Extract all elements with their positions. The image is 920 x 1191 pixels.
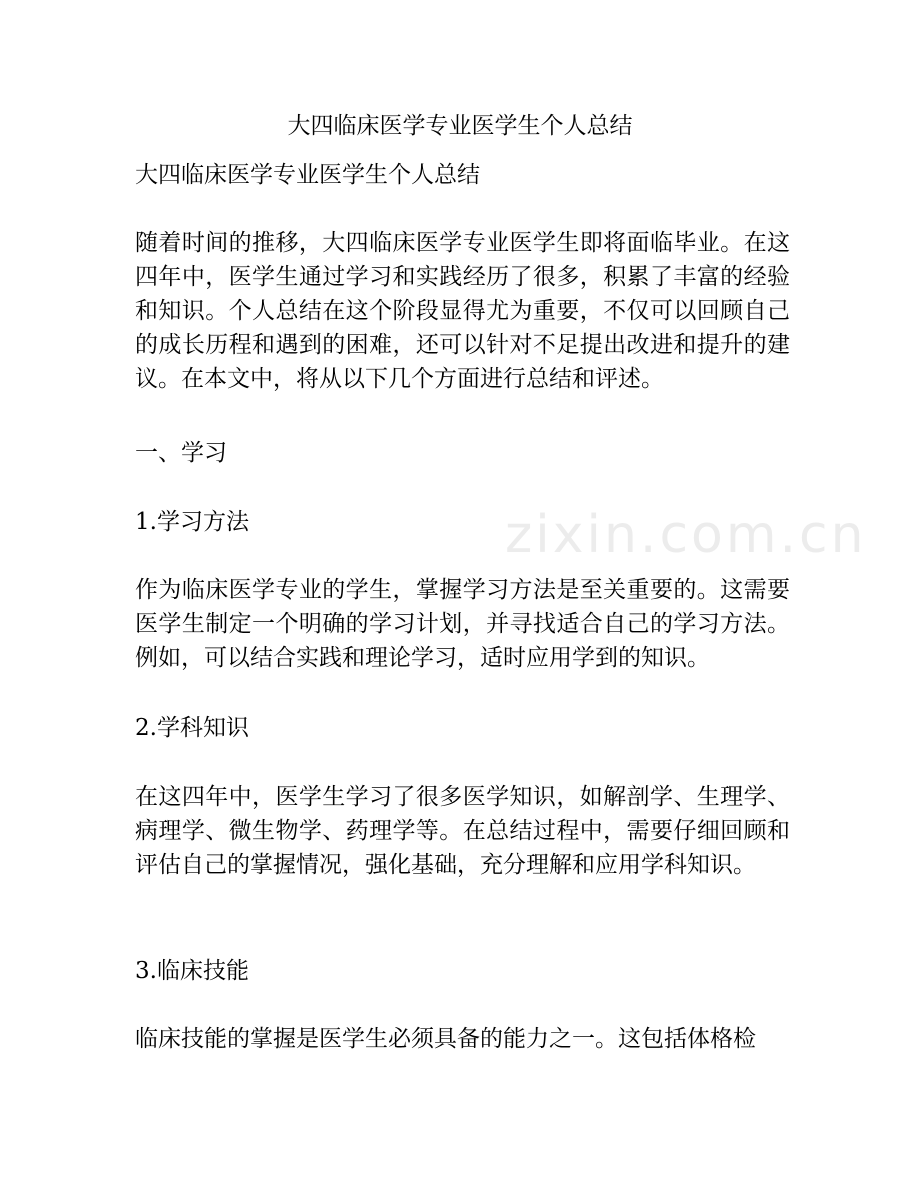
- study-method-paragraph: 作为临床医学专业的学生，掌握学习方法是至关重要的。这需要医学生制定一个明确的学习计划，并寻找适合自己的学习方法。例如，可以结合实践和理论学习，适时应用学到的知识。: [135, 577, 790, 671]
- section-heading-study: 一、学习: [135, 440, 227, 466]
- clinical-skills-paragraph: 临床技能的掌握是医学生必须具备的能力之一。这包括体格检: [135, 1026, 756, 1052]
- subheading-subject-knowledge: 2.学科知识: [135, 715, 249, 741]
- watermark: zixin.com.cn: [505, 505, 867, 565]
- document-title: 大四临床医学专业医学生个人总结: [287, 113, 633, 139]
- intro-paragraph: 随着时间的推移，大四临床医学专业医学生即将面临毕业。在这四年中，医学生通过学习和实践经历了很多，积累了丰富的经验和知识。个人总结在这个阶段显得尤为重要，不仅可以回顾自己的成长历程和遇到的困难，还可以针对不足提出改进和提升的建议。在本文中，将从以下几个方面进行总结和评述。: [135, 230, 790, 392]
- subheading-study-method: 1.学习方法: [135, 509, 249, 535]
- subject-knowledge-paragraph: 在这四年中，医学生学习了很多医学知识，如解剖学、生理学、病理学、微生物学、药理学等。在总结过程中，需要仔细回顾和评估自己的掌握情况，强化基础，充分理解和应用学科知识。: [135, 784, 790, 878]
- subheading-clinical-skills: 3.临床技能: [135, 958, 249, 984]
- document-subtitle: 大四临床医学专业医学生个人总结: [135, 162, 480, 188]
